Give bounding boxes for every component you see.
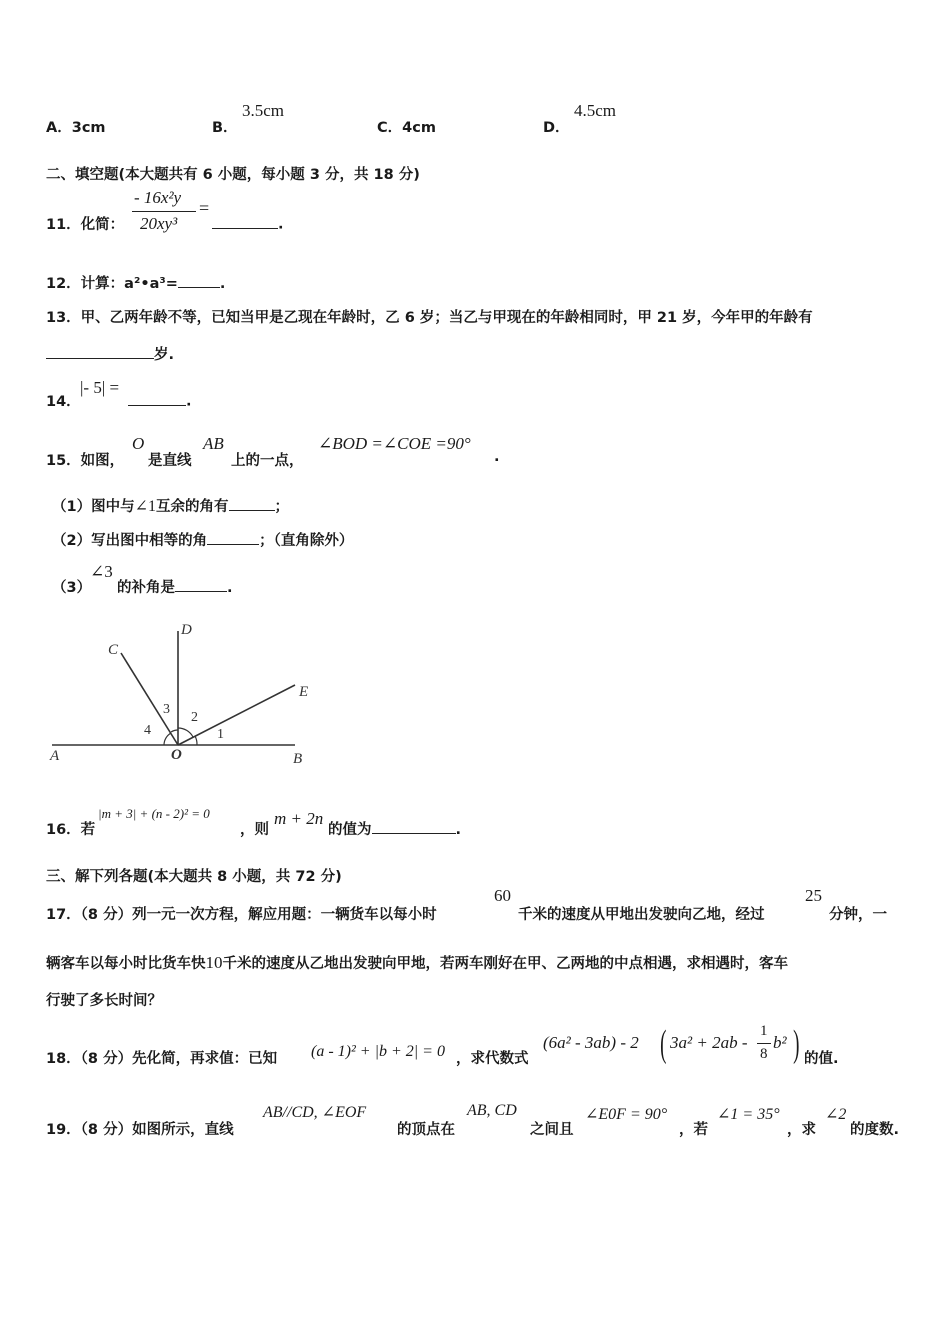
q17-line1-mid: 千米的速度从甲地出发驶向乙地，经过 bbox=[518, 907, 765, 923]
q12: 12．计算：a²•a³= . bbox=[46, 272, 225, 293]
q14-label: 14． bbox=[46, 394, 81, 410]
q16-blank bbox=[372, 819, 456, 835]
q15-condition: ∠BOD =∠COE =90° bbox=[318, 434, 471, 453]
q19-expr4: ∠1 = 35° bbox=[717, 1106, 780, 1123]
label-angle-1: 1 bbox=[217, 727, 224, 742]
q18-condition: (a - 1)² + |b + 2| = 0 bbox=[311, 1043, 445, 1060]
q19-mid2: 之间且 bbox=[530, 1122, 574, 1138]
q11-numerator: - 16x²y bbox=[134, 188, 182, 207]
section3-heading: 三、解下列各题(本大题共 8 小题，共 72 分) bbox=[46, 869, 342, 885]
q15-sub3-angle: ∠3 bbox=[90, 562, 113, 581]
q15-sub1: （1）图中与∠1互余的角有 ； bbox=[52, 495, 289, 516]
option-d-letter: D． bbox=[543, 120, 570, 136]
arc-3 bbox=[171, 730, 178, 732]
q19-expr5: ∠2 bbox=[825, 1106, 847, 1123]
q11-label: 11．化简： bbox=[46, 217, 125, 233]
q18-paren-close: ) bbox=[793, 1023, 800, 1065]
q17-value-25: 25 bbox=[805, 886, 822, 905]
q15-sub3-text: 的补角是 . bbox=[117, 576, 233, 597]
q15-sub1-blank bbox=[229, 496, 275, 512]
option-c: C．4cm bbox=[377, 120, 436, 136]
q14-answer: . bbox=[128, 390, 192, 410]
q18-frac-bar bbox=[757, 1043, 771, 1044]
q16-mid: ，则 bbox=[240, 822, 269, 838]
q19-mid1: 的顶点在 bbox=[397, 1122, 455, 1138]
label-angle-2: 2 bbox=[191, 710, 198, 725]
q11-denominator: 20xy³ bbox=[140, 214, 178, 233]
q19-expr1: AB//CD, ∠EOF bbox=[263, 1104, 367, 1121]
q15-sub2-blank bbox=[207, 530, 259, 546]
q19-expr3: ∠E0F = 90° bbox=[585, 1106, 668, 1123]
q17-value-60: 60 bbox=[494, 886, 511, 905]
q19-mid4: ，求 bbox=[787, 1122, 816, 1138]
q19-expr2: AB, CD bbox=[467, 1102, 517, 1119]
q16-condition: |m + 3| + (n - 2)² = 0 bbox=[98, 806, 210, 821]
section2-heading: 二、填空题(本大题共有 6 小题，每小题 3 分，共 18 分) bbox=[46, 167, 420, 183]
q14-expr: |- 5| = bbox=[80, 378, 120, 397]
q11-answer: . bbox=[212, 213, 284, 233]
q16-label: 16．若 bbox=[46, 822, 96, 838]
q17-line2: 辆客车以每小时比货车快10千米的速度从乙地出发驶向甲地，若两车刚好在甲、乙两地的中点相遇，求相遇时，客车 bbox=[46, 953, 788, 972]
q12-blank bbox=[178, 273, 220, 289]
q18-frac-den: 8 bbox=[760, 1046, 768, 1062]
q16-expr: m + 2n bbox=[274, 809, 324, 828]
q15-sub2: （2）写出图中相等的角 ；（直角除外） bbox=[52, 529, 353, 550]
q15-mid1: 是直线 bbox=[148, 453, 192, 469]
label-o: O bbox=[171, 747, 182, 763]
q17-line1-pre: 17．（8 分）列一元一次方程，解应用题：一辆货车以每小时 bbox=[46, 907, 437, 923]
q15-end: . bbox=[494, 449, 500, 465]
q15-o: O bbox=[132, 434, 145, 453]
q11-fraction-bar bbox=[132, 211, 196, 212]
q18-expr-a: (6a² - 3ab) - 2 bbox=[543, 1033, 639, 1052]
q11-equals: = bbox=[199, 198, 210, 218]
q18-post: 的值. bbox=[804, 1051, 839, 1067]
q15-label: 15．如图， bbox=[46, 453, 125, 469]
arc-1 bbox=[195, 736, 197, 745]
option-d-value: 4.5cm bbox=[574, 101, 617, 120]
option-b-letter: B． bbox=[212, 120, 238, 136]
geometry-figure bbox=[40, 610, 340, 775]
label-d: D bbox=[181, 622, 192, 638]
q18-paren-open: ( bbox=[660, 1023, 667, 1065]
label-e: E bbox=[299, 684, 309, 700]
arc-4 bbox=[164, 733, 171, 745]
q15-sub3-blank bbox=[175, 577, 227, 593]
q19-mid3: ，若 bbox=[679, 1122, 708, 1138]
q17-line3: 行驶了多长时间？ bbox=[46, 993, 162, 1009]
q18-expr-c: b² bbox=[773, 1033, 787, 1052]
q16-answer: 的值为 . bbox=[328, 818, 461, 839]
label-a: A bbox=[50, 748, 60, 764]
arc-2 bbox=[178, 728, 193, 737]
q15-sub3-label: （3） bbox=[52, 580, 92, 596]
q14-blank bbox=[128, 390, 186, 406]
option-b-value: 3.5cm bbox=[242, 101, 285, 120]
option-a: A．3cm bbox=[46, 120, 106, 136]
q13-line2: 岁. bbox=[46, 343, 174, 364]
q15-ab: AB bbox=[203, 434, 224, 453]
q19-label: 19．（8 分）如图所示，直线 bbox=[46, 1122, 234, 1138]
q11-blank bbox=[212, 213, 278, 229]
label-angle-3: 3 bbox=[163, 702, 170, 717]
q15-mid2: 上的一点， bbox=[231, 453, 304, 469]
label-c: C bbox=[108, 642, 119, 658]
q17-line1-post: 分钟，一 bbox=[829, 907, 887, 923]
q18-mid: ，求代数式 bbox=[456, 1051, 529, 1067]
q13-blank bbox=[46, 344, 154, 360]
q18-label: 18．（8 分）先化简，再求值：已知 bbox=[46, 1051, 278, 1067]
label-b: B bbox=[293, 751, 303, 767]
q19-post: 的度数. bbox=[850, 1122, 900, 1138]
label-angle-4: 4 bbox=[144, 723, 151, 738]
q18-frac-num: 1 bbox=[760, 1023, 768, 1039]
q13-line1: 13．甲、乙两年龄不等，已知当甲是乙现在年龄时，乙 6 岁；当乙与甲现在的年龄相同时，甲 21 岁，今年甲的年龄有 bbox=[46, 310, 813, 326]
q18-expr-b: 3a² + 2ab - bbox=[670, 1033, 748, 1052]
